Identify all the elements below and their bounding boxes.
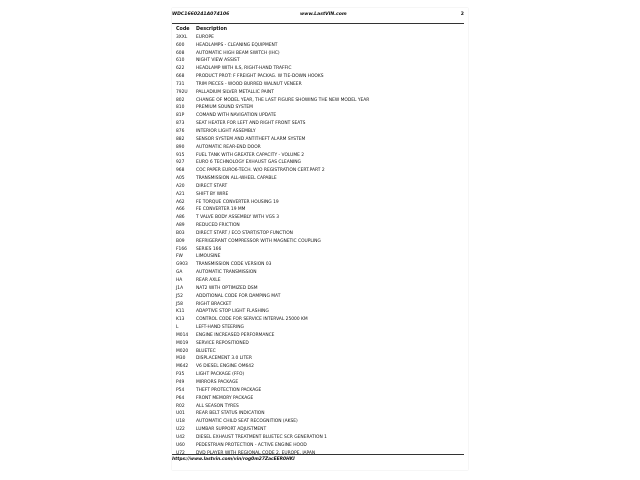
column-header-code: Code [176, 27, 190, 32]
option-code: U42 [176, 434, 185, 440]
table-row [176, 50, 464, 58]
table-row [176, 112, 464, 120]
option-code: M019 [176, 340, 189, 346]
option-description: FE TORQUE CONVERTER HOUSING 19 [196, 199, 279, 205]
option-code: P35 [176, 372, 185, 378]
site-name[interactable]: www.LastVIN.com [300, 12, 347, 17]
option-description: LIMOUSINE [196, 254, 221, 260]
option-description: ALL SEASON TYRES [196, 403, 239, 409]
table-row [176, 136, 464, 144]
option-code: U22 [176, 427, 185, 433]
table-row [176, 230, 464, 238]
table-row [176, 355, 464, 363]
option-description: TRIM PIECES - WOOD BURRED WALNUT VENEER [196, 81, 302, 87]
table-row [176, 104, 464, 112]
option-code: 668 [176, 74, 185, 80]
option-code: A62 [176, 199, 185, 205]
option-code: P64 [176, 395, 185, 401]
option-description: FRONT MEMORY PACKAGE [196, 395, 254, 401]
option-description: AUTOMATIC HIGH BEAM SWITCH (IHC) [196, 50, 280, 56]
table-row [176, 89, 464, 97]
option-code: 731 [176, 81, 185, 87]
table-row [176, 222, 464, 230]
option-code: U72 [176, 450, 185, 456]
table-row [176, 308, 464, 316]
option-code: HA [176, 278, 183, 283]
table-row [176, 73, 464, 81]
document-page [172, 8, 468, 470]
table-row [176, 277, 464, 285]
option-code: M020 [176, 348, 189, 354]
table-header-row [176, 26, 464, 34]
option-description: T VALVE BODY ASSEMBLY WITH VGS 3 [196, 215, 280, 221]
option-code: 600 [176, 42, 185, 48]
option-description: CONTROL CODE FOR SERVICE INTERVAL 25000 KM [196, 317, 308, 323]
table-row [176, 348, 464, 356]
option-description: TRANSMISSION CODE VERSION 03 [196, 262, 272, 268]
option-description: DISPLACEMENT 3.0 LITER [196, 356, 252, 362]
option-description: DVD PLAYER WITH REGIONAL CODE 2, EUROPE, JAPAN [196, 450, 316, 456]
option-code: 882 [176, 136, 185, 142]
option-description: HEADLAMPS - CLEANING EQUIPMENT [196, 42, 278, 48]
option-description: REAR BELT STATUS INDICATION [196, 411, 265, 417]
table-row [176, 81, 464, 89]
option-code: F166 [176, 246, 187, 252]
option-description: REAR AXLE [196, 278, 221, 283]
table-row [176, 426, 464, 434]
option-description: PRODUCT PROT: F FREIGHT PACKAG. W TIE-DOWN HOOKS [196, 74, 324, 80]
table-row [176, 206, 464, 214]
option-code: A66 [176, 207, 185, 213]
option-code: A21 [176, 191, 185, 197]
option-code: U01 [176, 411, 185, 417]
table-row [176, 442, 464, 450]
table-row [176, 285, 464, 293]
option-description: EUROPE [196, 34, 214, 40]
table-row [176, 316, 464, 324]
option-code: M014 [176, 332, 189, 338]
table-row [176, 42, 464, 50]
option-code: G903 [176, 262, 188, 268]
option-code: A89 [176, 223, 185, 229]
option-description: SENSOR SYSTEM AND ANTITHEFT ALARM SYSTEM [196, 136, 306, 142]
table-row [176, 410, 464, 418]
option-code: K13 [176, 317, 185, 323]
option-code: 622 [176, 66, 185, 72]
option-description: ADDITIONAL CODE FOR DAMPING MAT [196, 293, 281, 299]
table-row [176, 175, 464, 183]
option-description: NIGHT VIEW ASSIST [196, 58, 240, 64]
header-divider [172, 23, 464, 24]
option-code: A20 [176, 183, 185, 189]
table-row [176, 97, 464, 105]
option-code: J1A [176, 285, 184, 291]
option-code: 802 [176, 97, 185, 103]
option-code: J58 [176, 301, 183, 307]
option-description: HEADLAMP WITH ILS, RIGHT-HAND TRAFFIC [196, 66, 292, 72]
table-row [176, 246, 464, 254]
option-code: 890 [176, 144, 185, 150]
option-description: ENGINE INCREASED PERFORMANCE [196, 332, 275, 338]
option-description: CHANGE OF MODEL YEAR, THE LAST FIGURE SHOWING THE NEW MODEL YEAR [196, 97, 370, 103]
option-description: EURO 6 TECHNOLOGY EXHAUST GAS CLEANING [196, 160, 301, 166]
option-code: U60 [176, 442, 185, 448]
option-description: SERIES 166 [196, 246, 222, 252]
table-row [176, 159, 464, 167]
option-description: REFRIGERANT COMPRESSOR WITH MAGNETIC COUPLING [196, 238, 321, 244]
option-code: 610 [176, 58, 185, 64]
page-header [172, 12, 468, 20]
option-description: AUTOMATIC REAR-END DOOR [196, 144, 261, 150]
table-row [176, 261, 464, 269]
option-description: DIRECT START / ECO START/STOP FUNCTION [196, 230, 293, 236]
option-description: TRANSMISSION ALL-WHEEL CAPABLE [196, 176, 277, 182]
footer-url-link[interactable]: https://www.lastvin.com/vin/rog0m27ZacEER0HKI [172, 457, 295, 462]
option-description: SHIFT BY WIRE [196, 191, 229, 197]
table-row [176, 120, 464, 128]
option-description: RIGHT BRACKET [196, 301, 232, 307]
option-description: BLUETEC [196, 348, 216, 354]
table-row [176, 144, 464, 152]
option-code: J52 [176, 293, 183, 299]
table-row [176, 214, 464, 222]
table-row [176, 199, 464, 207]
option-code: U18 [176, 419, 185, 425]
table-row [176, 434, 464, 442]
table-row [176, 57, 464, 65]
table-row [176, 340, 464, 348]
option-code: 3XXL [176, 34, 188, 40]
option-code: 873 [176, 121, 185, 127]
option-description: SEAT HEATER FOR LEFT AND RIGHT FRONT SEATS [196, 121, 306, 127]
vin-number: WDC1660241A074106 [172, 12, 230, 17]
option-code: P49 [176, 379, 185, 385]
option-description: PEDESTRIAN PROTECTION - ACTIVE ENGINE HOOD [196, 442, 307, 448]
option-code: 876 [176, 128, 185, 134]
option-description: COC PAPER EURO6-TECH. W/O REGISTRATION CERT.PART 2 [196, 168, 325, 174]
option-code: GA [176, 270, 183, 276]
option-description: DIESEL EXHAUST TREATMENT BLUETEC SCR GENERATION 1 [196, 434, 327, 440]
page-footer [172, 454, 468, 462]
table-row [176, 371, 464, 379]
option-description: ADAPTIVE STOP LIGHT FLASHING [196, 309, 269, 315]
table-row [176, 183, 464, 191]
page-number: 2 [460, 12, 464, 17]
option-description: AUTOMATIC CHILD SEAT RECOGNITION (AKSE) [196, 419, 298, 425]
option-code: A86 [176, 215, 185, 221]
table-row [176, 238, 464, 246]
option-description: COMAND WITH NAVIGATION UPDATE [196, 113, 277, 119]
option-code: 792U [176, 89, 188, 95]
option-description: NAT2 WITH OPTIMIZED DSM [196, 285, 258, 291]
table-row [176, 269, 464, 277]
option-description: LEFT-HAND STEERING [196, 325, 244, 331]
option-code: P54 [176, 387, 185, 393]
footer-divider [172, 454, 464, 455]
table-row [176, 34, 464, 42]
option-description: PALLADIUM SILVER METALLIC PAINT [196, 89, 274, 95]
option-code: A05 [176, 176, 185, 182]
option-description: FUEL TANK WITH GREATER CAPACITY - VOLUME 2 [196, 152, 305, 158]
option-code: M30 [176, 356, 186, 362]
option-description: PREMIUM SOUND SYSTEM [196, 105, 253, 111]
table-row [176, 379, 464, 387]
table-row [176, 324, 464, 332]
option-code: 81P [176, 113, 185, 119]
option-code: 968 [176, 168, 185, 174]
option-description: LIGHT PACKAGE (FFO) [196, 372, 245, 378]
option-codes-table [176, 26, 464, 457]
option-code: B09 [176, 238, 185, 244]
option-code: R02 [176, 403, 185, 409]
option-code: 608 [176, 50, 185, 56]
option-description: DIRECT START [196, 183, 228, 189]
table-row [176, 403, 464, 411]
table-row [176, 128, 464, 136]
option-description: V6 DIESEL ENGINE OM642 [196, 364, 254, 370]
table-row [176, 301, 464, 309]
option-code: L [176, 325, 179, 331]
option-code: 915 [176, 152, 185, 158]
table-row [176, 293, 464, 301]
option-code: B03 [176, 230, 185, 236]
option-description: FE CONVERTER 19 MM [196, 207, 246, 213]
option-code: 927 [176, 160, 185, 166]
option-code: K11 [176, 309, 185, 315]
table-row [176, 191, 464, 199]
option-code: 810 [176, 105, 185, 111]
column-header-description: Description [196, 27, 228, 32]
option-description: SERVICE REPOSITIONED [196, 340, 249, 346]
option-description: MIRRORS PACKAGE [196, 379, 239, 385]
option-description: THEFT PROTECTION PACKAGE [196, 387, 262, 393]
option-description: LUMBAR SUPPORT ADJUSTMENT [196, 427, 267, 433]
table-row [176, 152, 464, 160]
table-row [176, 65, 464, 73]
table-row [176, 387, 464, 395]
table-row [176, 167, 464, 175]
option-description: INTERIOR LIGHT ASSEMBLY [196, 128, 256, 134]
option-code: FW [176, 254, 183, 260]
table-row [176, 418, 464, 426]
table-row [176, 363, 464, 371]
table-row [176, 253, 464, 261]
table-row [176, 395, 464, 403]
option-code: M642 [176, 364, 189, 370]
table-row [176, 332, 464, 340]
option-description: REDUCED FRICTION [196, 223, 240, 229]
option-description: AUTOMATIC TRANSMISSION [196, 270, 257, 276]
